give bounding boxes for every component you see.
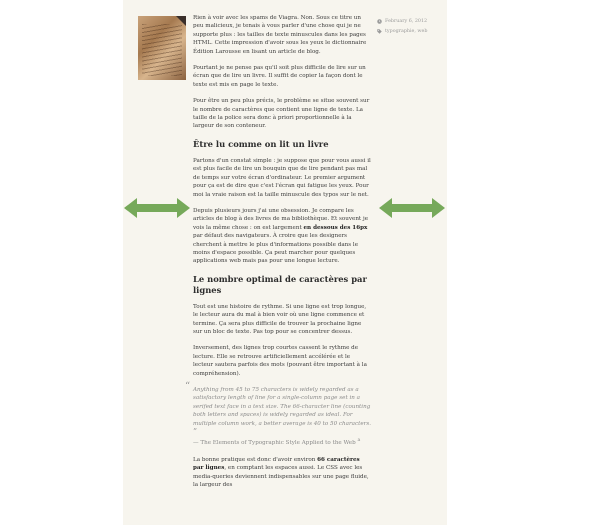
quote-footnote[interactable]: a [357,438,361,444]
paragraph-1: Rien à voir avec les spams de Viagra. Non. Sous ce titre un peu malicieux, je tenais à vous parler d'une chose qui je ne supporte plus : les tailles de texte minuscules dans les pages HTML. Cette impression d'avoir sous les yeux le dictionnaire Édition Larousse en lisant un article de blog. [193,15,367,55]
quote-close-mark: ” [193,427,198,437]
paragraph-8-a: La bonne pratique est donc d'avoir environ [193,456,318,463]
clock-icon [377,19,382,24]
paragraph-5-a: Depuis plusieurs jours j'ai une obsession. Je compare les articles de blog à des livres de ma bibliothèque. Et souvent je vois la même chose : on est largement [193,207,369,231]
post-tags[interactable]: typographie, web [385,28,428,34]
quote-open-mark: “ [185,381,191,392]
heading-1: Être lu comme on lit un livre [193,138,329,149]
thumbnail-corner [176,16,186,26]
quote-citation[interactable] [193,437,371,447]
article-body [185,14,372,497]
heading-2: Le nombre optimal de caractères par lignes [193,273,367,295]
paragraph-4: Partons d'un constat simple : je suppose que pour vous aussi il est plus facile de lire un bouquin que de lire pendant pas mal de temps sur votre écran d'ordinateur. Le premier argument pour ça est de dire que c'est l'écran qui fatigue les yeux. Pour moi la vraie raison est la taille minuscule des typos sur le net. [193,157,371,198]
quote-text: Anything from 45 to 75 characters is widely regarded as a satisfactory length of line for a single-column page set in a serifed text face in a text size. The 66-character line (counting both letters and spaces) is widely regarded as ideal. For multiple column work, a better average is 40 to 50 characters. [193,387,372,427]
double-arrow-icon [123,197,191,219]
tag-icon [377,29,382,34]
paragraph-8-bold: 66 caractères par lignes [193,456,360,472]
blockquote [185,381,372,448]
paragraph-8 [193,456,371,490]
paragraph-5 [193,207,371,266]
paragraph-5-bold: en dessous des 16px [303,224,368,231]
paragraph-5-c: par défaut des navigateurs. À croire que les designers cherchent à mettre le plus d'informations possible dans le moins d'espace possible. Ça peut marcher pour quelques applications web mais pas pour une longue lecture. [193,233,358,265]
book-page-lines [142,24,182,76]
post-date-row [377,17,447,27]
paragraph-2: Pourtant je ne pense pas qu'il soit plus difficile de lire sur un écran que de lire un livre. Il suffit de copier la façon dont le texte est mis en page le texte. [193,65,366,88]
paragraph-7: Inversement, des lignes trop courtes cassent le rythme de lecture. Elle se retrouve artificiellement accélérée et le lecteur sautera parfois des mots (pouvant être important à la compréhension). [193,345,367,377]
post-date[interactable]: February 6, 2012 [385,19,428,24]
quote-cite-text: — The Elements of Typographic Style Applied to the Web [193,440,356,447]
paragraph-8-c: , en comptant les espaces aussi. Le CSS avec les media-queries deviennent indispensables sur une page fluide, la largeur des [193,465,369,488]
post-tags-row [377,27,447,37]
double-arrow-icon [378,197,446,219]
paragraph-3: Pour être un peu plus précis, le problème se situe souvent sur le nombre de caractères que contient une ligne de texte. La taille de la police sera donc à priori proportionnelle à la largeur de son conteneur. [193,98,370,130]
paragraph-6: Tout est une histoire de rythme. Si une ligne est trop longue, le lecteur aura du mal à bien voir où une ligne commence et termine. Ça sera plus difficile de trouver la prochaine ligne sur un bloc de texte. Pas top pour se concentrer dessus. [193,303,367,335]
post-thumbnail[interactable] [138,16,186,80]
post-meta [377,17,447,36]
